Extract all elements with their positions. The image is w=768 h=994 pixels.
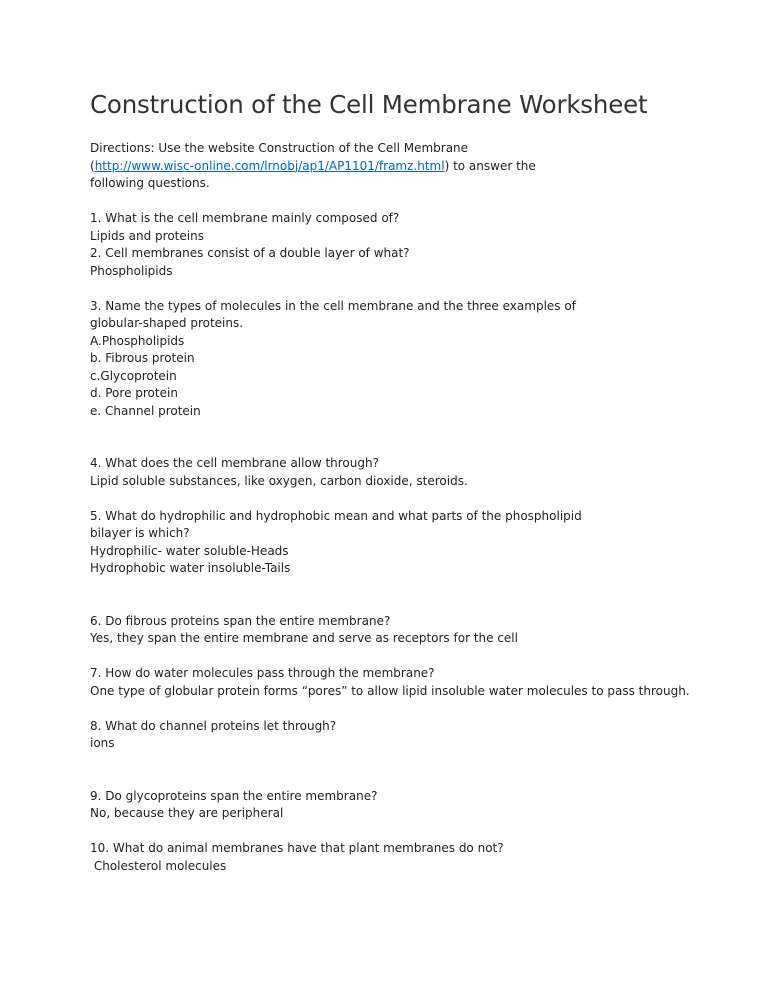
- spacer: [90, 700, 730, 718]
- question-5-line-2: bilayer is which?: [90, 526, 190, 540]
- question-3-line-2: globular-shaped proteins.: [90, 316, 244, 330]
- question-10: 10. What do animal membranes have that plant membranes do not?: [90, 841, 504, 855]
- question-9: 9. Do glycoproteins span the entire membrane?: [90, 788, 378, 803]
- answer-8: ions: [90, 736, 115, 750]
- answer-3d: d. Pore protein: [90, 386, 178, 400]
- answer-9: No, because they are peripheral: [90, 806, 284, 820]
- spacer: [90, 490, 730, 508]
- open-paren: (: [90, 158, 95, 173]
- question-8: 8. What do channel proteins let through?: [90, 718, 337, 733]
- worksheet-body: [90, 140, 730, 875]
- answer-3a: A.Phospholipids: [90, 333, 185, 348]
- spacer: [90, 823, 730, 841]
- answer-5-line-1: Hydrophilic- water soluble-Heads: [90, 543, 289, 558]
- answer-10: Cholesterol molecules: [90, 858, 227, 873]
- question-1: 1. What is the cell membrane mainly composed of?: [90, 211, 400, 225]
- answer-5-line-2: Hydrophobic water insoluble-Tails: [90, 561, 291, 575]
- question-5-line-1: 5. What do hydrophilic and hydrophobic mean and what parts of the phospholipid: [90, 508, 582, 523]
- answer-1: Lipids and proteins: [90, 228, 204, 243]
- question-2: 2. Cell membranes consist of a double layer of what?: [90, 246, 410, 260]
- page-title: Construction of the Cell Membrane Worksheet: [90, 90, 648, 119]
- directions-line-2: [90, 158, 730, 176]
- answer-3c: c.Glycoprotein: [90, 368, 177, 383]
- directions-line-3: following questions.: [90, 176, 210, 190]
- directions-after-url: ) to answer the: [444, 158, 536, 173]
- spacer: [90, 648, 730, 666]
- answer-4: Lipid soluble substances, like oxygen, carbon dioxide, steroids.: [90, 473, 468, 488]
- spacer: [90, 280, 730, 298]
- answer-3e: e. Channel protein: [90, 403, 201, 418]
- question-6: 6. Do fibrous proteins span the entire membrane?: [90, 613, 391, 628]
- question-3-line-1: 3. Name the types of molecules in the cell membrane and the three examples of: [90, 298, 576, 313]
- answer-7: One type of globular protein forms “pores” to allow lipid insoluble water molecules to pass through.: [90, 683, 690, 698]
- answer-6: Yes, they span the entire membrane and serve as receptors for the cell: [90, 631, 518, 645]
- spacer: [90, 193, 730, 211]
- answer-2: Phospholipids: [90, 263, 173, 278]
- directions-line-1: Directions: Use the website Construction of the Cell Membrane: [90, 141, 469, 155]
- spacer: [90, 578, 730, 613]
- question-7: 7. How do water molecules pass through the membrane?: [90, 666, 435, 680]
- answer-3b: b. Fibrous protein: [90, 351, 195, 365]
- spacer: [90, 753, 730, 788]
- question-4: 4. What does the cell membrane allow through?: [90, 456, 379, 470]
- website-link[interactable]: http://www.wisc-online.com/lrnobj/ap1/AP1101/framz.html: [94, 158, 445, 173]
- spacer: [90, 420, 730, 455]
